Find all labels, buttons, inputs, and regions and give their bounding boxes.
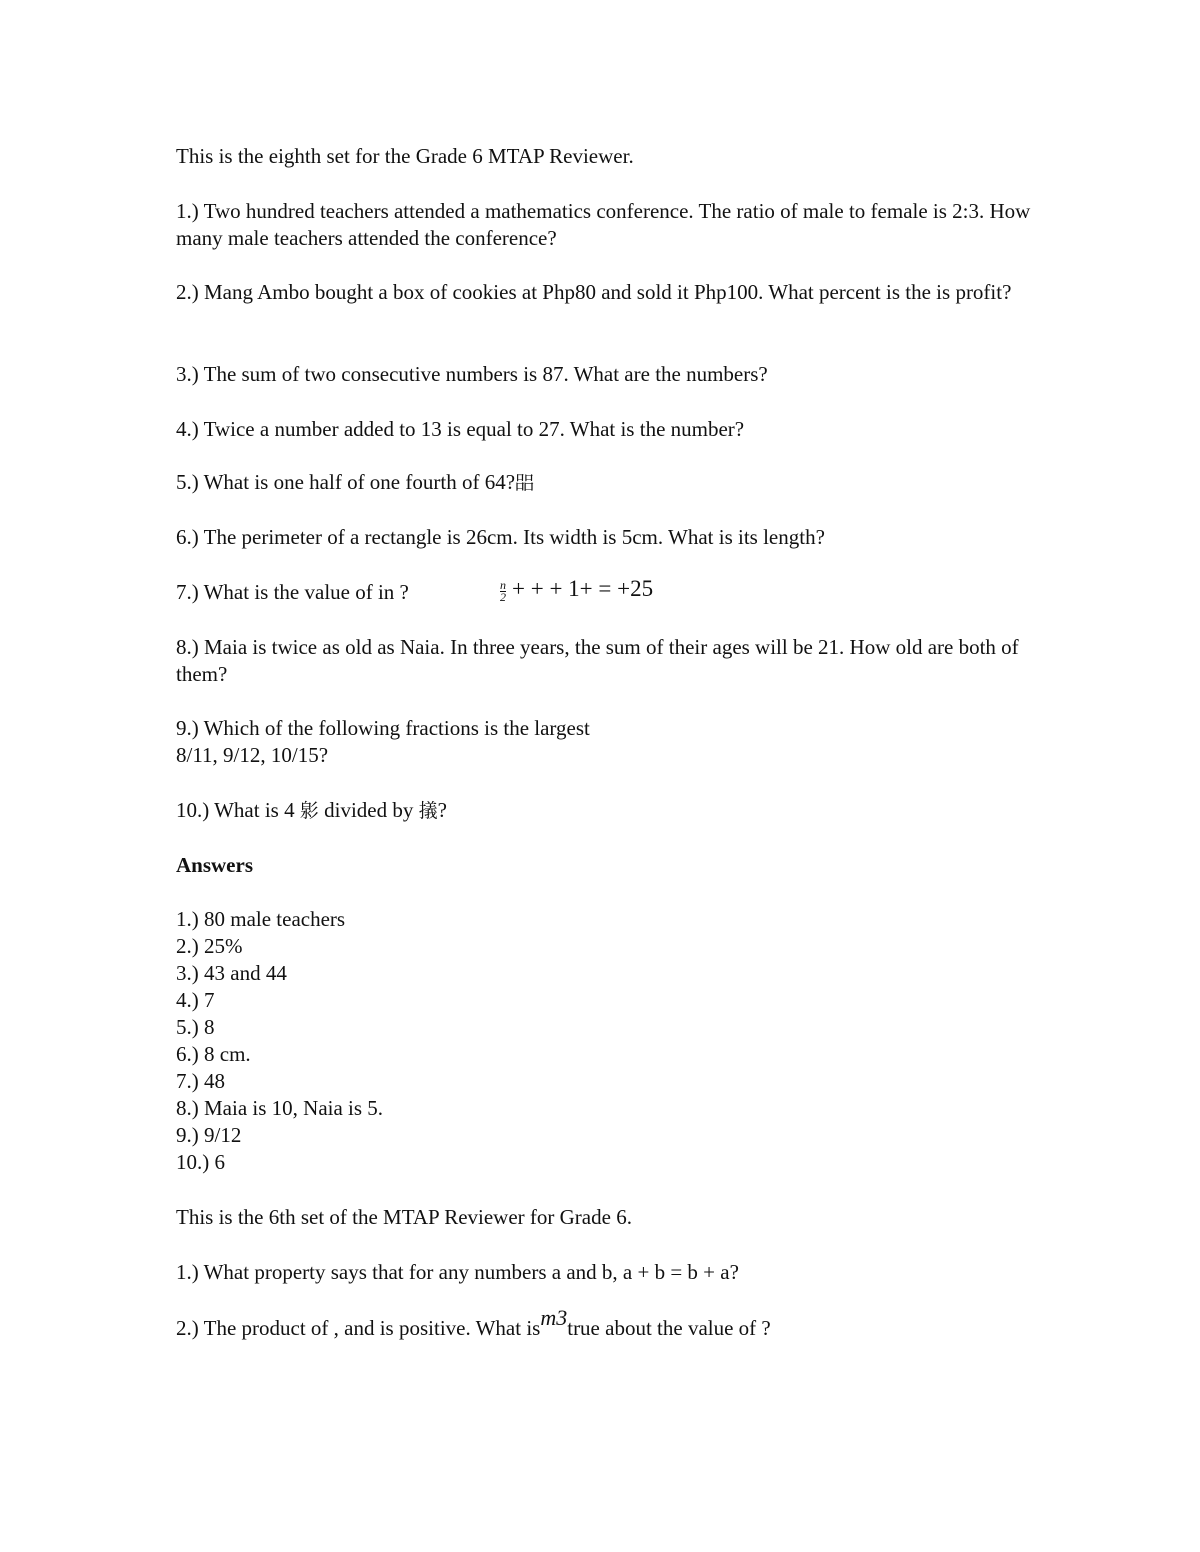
answer-4: 4.) 7 xyxy=(176,988,215,1012)
question-1: 1.) Two hundred teachers attended a mathematics conference. The ratio of male to female is 2:3. How many male teachers attended the conference? xyxy=(176,199,1031,250)
question-6: 6.) The perimeter of a rectangle is 26cm. Its width is 5cm. What is its length? xyxy=(176,525,825,549)
question-9: 9.) Which of the following fractions is the largest xyxy=(176,716,590,740)
formula-tail: + + + 1+ = +25 xyxy=(512,576,654,601)
set6-question-2-end: true about the value of ? xyxy=(567,1316,771,1340)
question-3: 3.) The sum of two consecutive numbers is 87. What are the numbers? xyxy=(176,362,768,386)
question-2: 2.) Mang Ambo bought a box of cookies at Php80 and sold it Php100. What percent is the is profit? xyxy=(176,280,1012,304)
answers-heading: Answers xyxy=(176,853,253,877)
question-5-text: 5.) What is one half of one fourth of 64? xyxy=(176,470,516,494)
question-10 xyxy=(176,797,447,825)
intro-paragraph: This is the eighth set for the Grade 6 MTAP Reviewer. xyxy=(176,144,634,168)
answer-10: 10.) 6 xyxy=(176,1150,225,1174)
formula-fraction xyxy=(500,577,506,604)
question-5-garbled-glyph: 㗊 xyxy=(515,472,535,494)
question-7-formula xyxy=(500,575,653,603)
question-8: 8.) Maia is twice as old as Naia. In three years, the sum of their ages will be 21. How old are both of them? xyxy=(176,635,1019,686)
answer-3: 3.) 43 and 44 xyxy=(176,961,287,985)
answer-2: 2.) 25% xyxy=(176,934,243,958)
answer-6: 6.) 8 cm. xyxy=(176,1042,251,1066)
question-10-text-middle: divided by xyxy=(324,798,414,822)
question-10-text-start: 10.) What is 4 xyxy=(176,798,295,822)
set6-question-2 xyxy=(176,1305,771,1342)
set6-question-2-formula: m3 xyxy=(540,1305,568,1330)
answer-8: 8.) Maia is 10, Naia is 5. xyxy=(176,1096,384,1120)
fraction-denominator: 2 xyxy=(500,589,506,604)
question-9-choices: 8/11, 9/12, 10/15? xyxy=(176,743,329,767)
second-set-intro: This is the 6th set of the MTAP Reviewer for Grade 6. xyxy=(176,1205,632,1229)
answer-5: 5.) 8 xyxy=(176,1015,215,1039)
question-10-garbled-glyph-1: 㣐 xyxy=(299,800,319,822)
question-5 xyxy=(176,469,534,497)
fraction-numerator: n xyxy=(500,577,506,592)
answer-7: 7.) 48 xyxy=(176,1069,225,1093)
question-4: 4.) Twice a number added to 13 is equal to 27. What is the number? xyxy=(176,417,745,441)
set6-question-1: 1.) What property says that for any numbers a and b, a + b = b + a? xyxy=(176,1260,739,1284)
set6-question-2-start: 2.) The product of , and is positive. What is xyxy=(176,1316,541,1340)
answer-9: 9.) 9/12 xyxy=(176,1123,242,1147)
answer-1: 1.) 80 male teachers xyxy=(176,907,346,931)
question-7-text: 7.) What is the value of in ? xyxy=(176,580,409,604)
question-10-text-end: ? xyxy=(437,798,447,822)
question-10-garbled-glyph-2: 㩘 xyxy=(418,800,438,822)
